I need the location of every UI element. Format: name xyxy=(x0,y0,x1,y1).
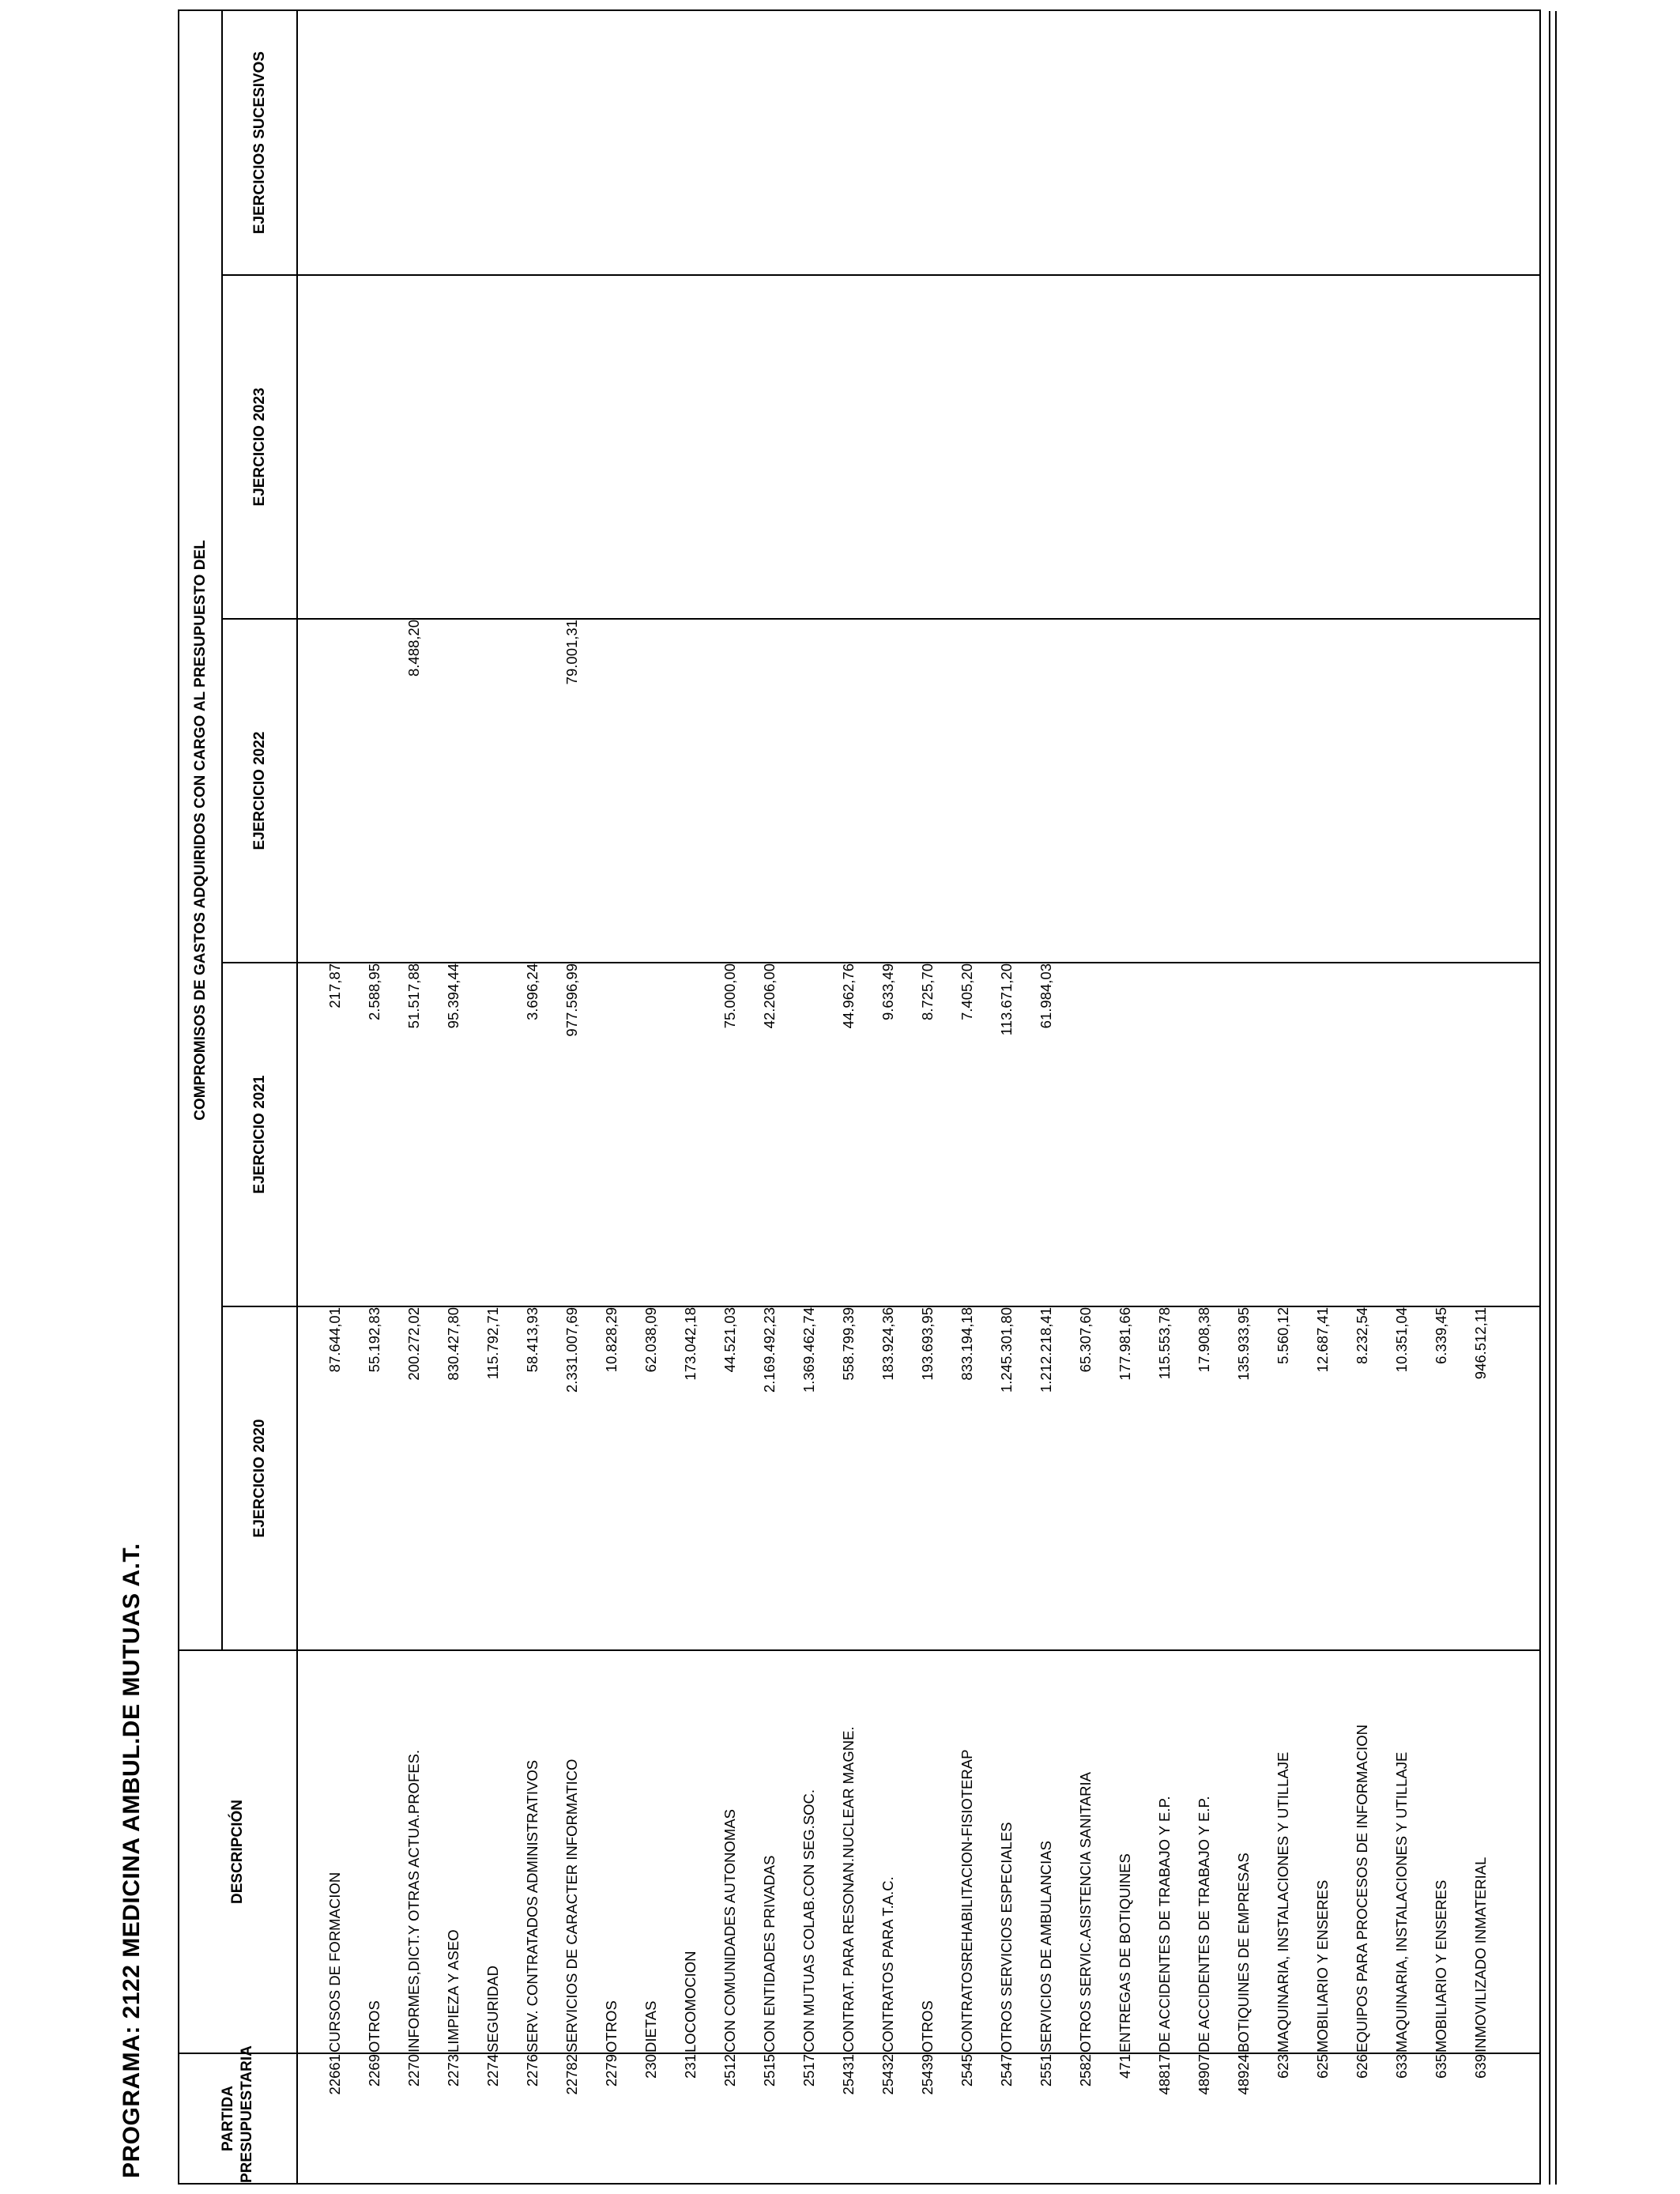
partida-cell: 230 xyxy=(642,2054,659,2079)
descripcion-cell: LIMPIEZA Y ASEO xyxy=(445,1929,461,2053)
sucesivos-cell xyxy=(1026,11,1066,274)
ejercicio-2022-cell xyxy=(434,620,473,962)
ejercicio-2023-cell xyxy=(1066,276,1106,618)
ejercicio-2023-cell xyxy=(1224,276,1264,618)
bottom-rule-double xyxy=(1555,11,1557,2185)
sucesivos-cell xyxy=(473,11,513,274)
ejercicio-2021-cell: 113.671,20 xyxy=(998,963,1015,1036)
ejercicio-2020-cell: 55.192,83 xyxy=(366,1307,382,1373)
partida-cell: 2512 xyxy=(721,2054,738,2087)
ejercicio-2023-cell xyxy=(829,276,868,618)
partida-cell: 2517 xyxy=(800,2054,817,2087)
ejercicio-2021-cell xyxy=(1066,963,1106,1306)
sucesivos-cell xyxy=(592,11,631,274)
partida-cell: 625 xyxy=(1314,2054,1331,2079)
ejercicio-2022-cell xyxy=(908,620,947,962)
descripcion-cell: MAQUINARIA, INSTALACIONES Y UTILLAJE xyxy=(1275,1751,1291,2053)
ejercicio-2021-cell: 44.962,76 xyxy=(840,963,857,1029)
ejercicio-2021-cell: 9.633,49 xyxy=(880,963,896,1021)
partida-cell: 2276 xyxy=(524,2054,541,2087)
column-ejercicio-2021 xyxy=(297,963,1540,1306)
ejercicio-2021-cell xyxy=(631,963,671,1306)
descripcion-cell: INMOVILIZADO INMATERIAL xyxy=(1472,1857,1489,2053)
ejercicio-2022-cell xyxy=(1422,620,1461,962)
ejercicio-2021-cell: 3.696,24 xyxy=(524,963,541,1021)
ejercicio-2022-cell xyxy=(750,620,789,962)
partida-cell: 22661 xyxy=(326,2054,343,2095)
budget-table xyxy=(178,9,1541,2185)
ejercicio-2022-cell xyxy=(315,620,355,962)
ejercicio-2020-cell: 115.553,78 xyxy=(1156,1307,1173,1380)
partida-cell: 2269 xyxy=(366,2054,382,2087)
descripcion-cell: SERVICIOS DE CARACTER INFORMATICO xyxy=(563,1759,580,2053)
ejercicio-2023-cell xyxy=(1343,276,1382,618)
partida-cell: 2273 xyxy=(445,2054,461,2087)
ejercicio-2020-cell: 173.042,18 xyxy=(682,1307,699,1381)
descripcion-cell: OTROS xyxy=(366,2000,382,2053)
ejercicio-2023-cell xyxy=(671,276,710,618)
ejercicio-2021-cell xyxy=(1343,963,1382,1306)
ejercicio-2020-cell: 12.687,41 xyxy=(1314,1307,1331,1373)
ejercicio-2022-cell xyxy=(1106,620,1145,962)
ejercicio-2021-cell xyxy=(1382,963,1422,1306)
sucesivos-cell xyxy=(868,11,908,274)
ejercicio-2021-cell xyxy=(671,963,710,1306)
ejercicio-2020-cell: 830.427,80 xyxy=(445,1307,461,1381)
ejercicio-2020-cell: 2.331.007,69 xyxy=(563,1307,580,1393)
descripcion-cell: INFORMES,DICT.Y OTRAS ACTUA.PROFES. xyxy=(405,1749,422,2053)
partida-cell: 2274 xyxy=(484,2054,501,2087)
descripcion-cell: MOBILIARIO Y ENSERES xyxy=(1314,1879,1331,2053)
ejercicio-2023-cell xyxy=(710,276,750,618)
ejercicio-2023-cell xyxy=(473,276,513,618)
ejercicio-2021-cell: 7.405,20 xyxy=(959,963,975,1021)
ejercicio-2023-cell xyxy=(394,276,434,618)
descripcion-cell: OTROS SERVIC.ASISTENCIA SANITARIA xyxy=(1077,1771,1094,2053)
ejercicio-2021-cell xyxy=(1461,963,1501,1306)
partida-cell: 623 xyxy=(1275,2054,1291,2079)
sucesivos-cell xyxy=(789,11,829,274)
descripcion-cell: SEGURIDAD xyxy=(484,1966,501,2053)
descripcion-cell: SERVICIOS DE AMBULANCIAS xyxy=(1038,1841,1054,2053)
header-compromisos: COMPROMISOS DE GASTOS ADQUIRIDOS CON CARGO AL PRESUPUESTO DEL xyxy=(179,10,222,1650)
ejercicio-2021-cell xyxy=(789,963,829,1306)
ejercicio-2022-cell xyxy=(829,620,868,962)
ejercicio-2020-cell: 17.908,38 xyxy=(1196,1307,1212,1373)
ejercicio-2020-cell: 1.369.462,74 xyxy=(800,1307,817,1393)
ejercicio-2023-cell xyxy=(631,276,671,618)
ejercicio-2020-cell: 177.981,66 xyxy=(1117,1307,1133,1381)
ejercicio-2020-cell: 558.799,39 xyxy=(840,1307,857,1381)
ejercicio-2020-cell: 87.644,01 xyxy=(326,1307,343,1373)
partida-cell: 48817 xyxy=(1156,2054,1173,2095)
descripcion-cell: LOCOMOCION xyxy=(682,1951,699,2053)
ejercicio-2023-cell xyxy=(947,276,987,618)
ejercicio-2020-cell: 2.169.492,23 xyxy=(761,1307,778,1393)
partida-cell: 48907 xyxy=(1196,2054,1212,2095)
sucesivos-cell xyxy=(631,11,671,274)
ejercicio-2022-cell xyxy=(631,620,671,962)
ejercicio-2022-cell xyxy=(987,620,1026,962)
ejercicio-2021-cell xyxy=(1422,963,1461,1306)
ejercicio-2020-cell: 183.924,36 xyxy=(880,1307,896,1381)
ejercicio-2020-cell: 62.038,09 xyxy=(642,1307,659,1373)
ejercicio-2022-cell xyxy=(1185,620,1224,962)
ejercicio-2020-cell: 8.232,54 xyxy=(1354,1307,1370,1365)
ejercicio-2020-cell: 65.307,60 xyxy=(1077,1307,1094,1373)
sucesivos-cell xyxy=(434,11,473,274)
ejercicio-2022-cell xyxy=(868,620,908,962)
ejercicio-2022-cell: 79.001,31 xyxy=(563,620,580,685)
partida-cell: 25431 xyxy=(840,2054,857,2095)
sucesivos-cell xyxy=(1145,11,1185,274)
column-partida xyxy=(297,2053,1540,2184)
ejercicio-2023-cell xyxy=(355,276,394,618)
ejercicio-2020-cell: 1.212.218,41 xyxy=(1038,1307,1054,1393)
header-descripcion: DESCRIPCIÓN xyxy=(179,1650,297,2053)
descripcion-cell: OTROS xyxy=(603,2000,620,2053)
ejercicio-2022-cell xyxy=(1026,620,1066,962)
ejercicio-2021-cell: 95.394,44 xyxy=(445,963,461,1029)
ejercicio-2023-cell xyxy=(592,276,631,618)
ejercicio-2020-cell: 1.245.301,80 xyxy=(998,1307,1015,1393)
sucesivos-cell xyxy=(394,11,434,274)
ejercicio-2023-cell xyxy=(315,276,355,618)
ejercicio-2021-cell: 75.000,00 xyxy=(721,963,738,1029)
column-ejercicios-sucesivos xyxy=(297,10,1540,275)
sucesivos-cell xyxy=(513,11,552,274)
header-partida: PARTIDA PRESUPUESTARIA xyxy=(179,2053,297,2184)
ejercicio-2021-cell xyxy=(1303,963,1343,1306)
column-ejercicio-2023 xyxy=(297,275,1540,619)
ejercicio-2021-cell xyxy=(1145,963,1185,1306)
descripcion-cell: CURSOS DE FORMACION xyxy=(326,1872,343,2053)
descripcion-cell: CONTRATOS PARA T.A.C. xyxy=(880,1876,896,2053)
ejercicio-2023-cell xyxy=(1382,276,1422,618)
ejercicio-2021-cell: 2.588,95 xyxy=(366,963,382,1021)
column-descripcion xyxy=(297,1650,1540,2053)
partida-cell: 2270 xyxy=(405,2054,422,2087)
ejercicio-2023-cell xyxy=(1461,276,1501,618)
ejercicio-2022-cell xyxy=(1264,620,1303,962)
sucesivos-cell xyxy=(829,11,868,274)
descripcion-cell: OTROS xyxy=(919,2000,936,2053)
ejercicio-2022-cell xyxy=(1145,620,1185,962)
ejercicio-2020-cell: 5.560,12 xyxy=(1275,1307,1291,1365)
partida-cell: 2547 xyxy=(998,2054,1015,2087)
ejercicio-2022-cell xyxy=(1382,620,1422,962)
descripcion-cell: MOBILIARIO Y ENSERES xyxy=(1433,1879,1449,2053)
descripcion-cell: BOTIQUINES DE EMPRESAS xyxy=(1235,1853,1252,2053)
partida-cell: 635 xyxy=(1433,2054,1449,2079)
ejercicio-2023-cell xyxy=(1106,276,1145,618)
sucesivos-cell xyxy=(750,11,789,274)
ejercicio-2020-cell: 10.351,04 xyxy=(1393,1307,1410,1373)
partida-cell: 25439 xyxy=(919,2054,936,2095)
ejercicio-2023-cell xyxy=(1185,276,1224,618)
column-ejercicio-2020 xyxy=(297,1306,1540,1650)
ejercicio-2023-cell xyxy=(434,276,473,618)
ejercicio-2020-cell: 946.512,11 xyxy=(1472,1307,1489,1380)
ejercicio-2022-cell xyxy=(1224,620,1264,962)
sucesivos-cell xyxy=(1303,11,1343,274)
descripcion-cell: DE ACCIDENTES DE TRABAJO Y E.P. xyxy=(1156,1796,1173,2053)
ejercicio-2021-cell xyxy=(1264,963,1303,1306)
ejercicio-2021-cell xyxy=(1106,963,1145,1306)
partida-cell: 2515 xyxy=(761,2054,778,2087)
ejercicio-2023-cell xyxy=(513,276,552,618)
ejercicio-2023-cell xyxy=(908,276,947,618)
header-ej2021: EJERCICIO 2021 xyxy=(222,963,297,1306)
partida-cell: 626 xyxy=(1354,2054,1370,2079)
ejercicio-2022-cell xyxy=(1303,620,1343,962)
sucesivos-cell xyxy=(1422,11,1461,274)
ejercicio-2023-cell xyxy=(789,276,829,618)
ejercicio-2023-cell xyxy=(868,276,908,618)
ejercicio-2023-cell xyxy=(1303,276,1343,618)
sucesivos-cell xyxy=(1224,11,1264,274)
ejercicio-2020-cell: 115.792,71 xyxy=(484,1307,501,1380)
ejercicio-2020-cell: 135.933,95 xyxy=(1235,1307,1252,1381)
partida-cell: 231 xyxy=(682,2054,699,2079)
ejercicio-2021-cell xyxy=(1185,963,1224,1306)
sucesivos-cell xyxy=(1066,11,1106,274)
descripcion-cell: ENTREGAS DE BOTIQUINES xyxy=(1117,1853,1133,2053)
sucesivos-cell xyxy=(987,11,1026,274)
ejercicio-2021-cell: 8.725,70 xyxy=(919,963,936,1021)
sucesivos-cell xyxy=(1106,11,1145,274)
ejercicio-2023-cell xyxy=(750,276,789,618)
descripcion-cell: CONTRATOSREHABILITACION-FISIOTERAP xyxy=(959,1749,975,2053)
descripcion-cell: OTROS SERVICIOS ESPECIALES xyxy=(998,1822,1015,2053)
ejercicio-2023-cell xyxy=(987,276,1026,618)
header-ej2020: EJERCICIO 2020 xyxy=(222,1306,297,1650)
ejercicio-2022-cell xyxy=(789,620,829,962)
ejercicio-2021-cell: 977.596,99 xyxy=(563,963,580,1037)
ejercicio-2022-cell xyxy=(1461,620,1501,962)
bottom-rule xyxy=(1549,11,1550,2185)
sucesivos-cell xyxy=(1382,11,1422,274)
ejercicio-2022-cell: 8.488,20 xyxy=(405,620,422,677)
sucesivos-cell xyxy=(671,11,710,274)
sucesivos-cell xyxy=(1461,11,1501,274)
sucesivos-cell xyxy=(1264,11,1303,274)
partida-cell: 2279 xyxy=(603,2054,620,2087)
descripcion-cell: CON ENTIDADES PRIVADAS xyxy=(761,1855,778,2053)
sucesivos-cell xyxy=(908,11,947,274)
ejercicio-2021-cell xyxy=(473,963,513,1306)
descripcion-cell: CON MUTUAS COLAB.CON SEG.SOC. xyxy=(800,1789,817,2053)
page-title: PROGRAMA: 2122 MEDICINA AMBUL.DE MUTUAS A.T. xyxy=(119,1543,145,2178)
descripcion-cell: SERV. CONTRATADOS ADMINISTRATIVOS xyxy=(524,1759,541,2053)
partida-cell: 2582 xyxy=(1077,2054,1094,2087)
ejercicio-2020-cell: 58.413,93 xyxy=(524,1307,541,1373)
ejercicio-2022-cell xyxy=(1066,620,1106,962)
partida-cell: 633 xyxy=(1393,2054,1410,2079)
partida-cell: 48924 xyxy=(1235,2054,1252,2095)
ejercicio-2022-cell xyxy=(513,620,552,962)
descripcion-cell: CON COMUNIDADES AUTONOMAS xyxy=(721,1808,738,2053)
column-ejercicio-2022 xyxy=(297,619,1540,963)
header-ej2023: EJERCICIO 2023 xyxy=(222,275,297,619)
partida-cell: 2551 xyxy=(1038,2054,1054,2087)
sucesivos-cell xyxy=(1343,11,1382,274)
sucesivos-cell xyxy=(355,11,394,274)
sucesivos-cell xyxy=(947,11,987,274)
sucesivos-cell xyxy=(1185,11,1224,274)
partida-cell: 471 xyxy=(1117,2054,1133,2079)
sucesivos-cell xyxy=(552,11,592,274)
ejercicio-2023-cell xyxy=(1422,276,1461,618)
ejercicio-2020-cell: 6.339,45 xyxy=(1433,1307,1449,1365)
ejercicio-2022-cell xyxy=(947,620,987,962)
ejercicio-2020-cell: 193.693,95 xyxy=(919,1307,936,1381)
descripcion-cell: DE ACCIDENTES DE TRABAJO Y E.P. xyxy=(1196,1796,1212,2053)
ejercicio-2020-cell: 833.194,18 xyxy=(959,1307,975,1381)
sucesivos-cell xyxy=(315,11,355,274)
ejercicio-2022-cell xyxy=(592,620,631,962)
sucesivos-cell xyxy=(710,11,750,274)
ejercicio-2023-cell xyxy=(1145,276,1185,618)
header-sucesivos: EJERCICIOS SUCESIVOS xyxy=(222,10,297,275)
partida-cell: 25432 xyxy=(880,2054,896,2095)
ejercicio-2022-cell xyxy=(473,620,513,962)
partida-cell: 22782 xyxy=(563,2054,580,2095)
partida-cell: 2545 xyxy=(959,2054,975,2087)
ejercicio-2021-cell: 42.206,00 xyxy=(761,963,778,1029)
ejercicio-2022-cell xyxy=(1343,620,1382,962)
ejercicio-2023-cell xyxy=(552,276,592,618)
ejercicio-2023-cell xyxy=(1264,276,1303,618)
ejercicio-2023-cell xyxy=(1026,276,1066,618)
ejercicio-2020-cell: 44.521,03 xyxy=(721,1307,738,1373)
ejercicio-2021-cell: 51.517,88 xyxy=(405,963,422,1029)
descripcion-cell: MAQUINARIA, INSTALACIONES Y UTILLAJE xyxy=(1393,1751,1410,2053)
descripcion-cell: DIETAS xyxy=(642,2000,659,2053)
ejercicio-2020-cell: 10.828,29 xyxy=(603,1307,620,1373)
descripcion-cell: EQUIPOS PARA PROCESOS DE INFORMACION xyxy=(1354,1725,1370,2053)
ejercicio-2022-cell xyxy=(355,620,394,962)
partida-cell: 639 xyxy=(1472,2054,1489,2079)
ejercicio-2021-cell xyxy=(1224,963,1264,1306)
ejercicio-2021-cell xyxy=(592,963,631,1306)
ejercicio-2021-cell: 61.984,03 xyxy=(1038,963,1054,1029)
ejercicio-2022-cell xyxy=(710,620,750,962)
ejercicio-2022-cell xyxy=(671,620,710,962)
descripcion-cell: CONTRAT. PARA RESONAN.NUCLEAR MAGNE. xyxy=(840,1726,857,2053)
ejercicio-2020-cell: 200.272,02 xyxy=(405,1307,422,1381)
header-ej2022: EJERCICIO 2022 xyxy=(222,619,297,963)
ejercicio-2021-cell: 217,87 xyxy=(326,963,343,1008)
